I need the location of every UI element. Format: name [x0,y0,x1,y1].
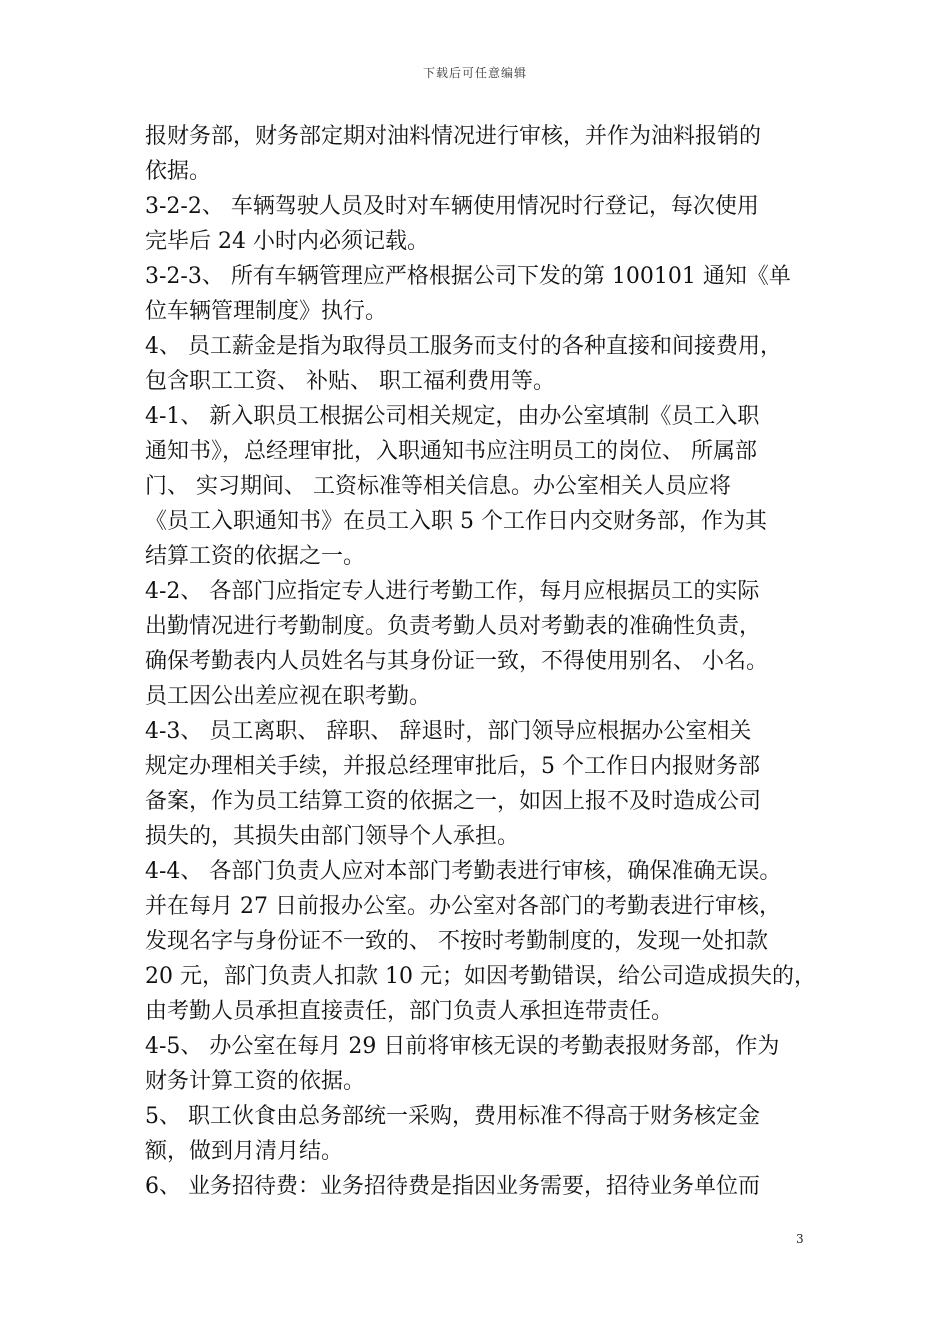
text-line: 20 元，部门负责人扣款 10 元；如因考勤错误，给公司造成损失的， [145,964,816,989]
text-line: 额，做到月清月结。 [145,1139,344,1164]
text-line: 财务计算工资的依据。 [145,1069,366,1094]
text-line: 6、 业务招待费：业务招待费是指因业务需要，招待业务单位而 [145,1174,760,1199]
text-line: 3-2-3、 所有车辆管理应严格根据公司下发的第 100101 通知《单 [145,264,791,289]
text-line: 规定办理相关手续，并报总经理审批后，5 个工作日内报财务部 [145,754,760,779]
text-line: 由考勤人员承担直接责任，部门负责人承担连带责任。 [145,999,674,1024]
text-line: 确保考勤表内人员姓名与其身份证一致，不得使用别名、 小名。 [145,649,768,674]
text-line: 门、 实习期间、 工资标准等相关信息。办公室相关人员应将 [145,474,731,499]
text-line: 备案，作为员工结算工资的依据之一，如因上报不及时造成公司 [145,789,762,814]
text-line: 位车辆管理制度》执行。 [145,299,388,324]
text-line: 4-1、 新入职员工根据公司相关规定，由办公室填制《员工入职 [145,404,760,429]
text-line: 3-2-2、 车辆驾驶人员及时对车辆使用情况时行登记，每次使用 [145,194,759,219]
page-header: 下载后可任意编辑 [422,66,527,80]
text-line: 结算工资的依据之一。 [145,544,366,569]
text-line: 依据。 [145,159,212,184]
text-line: 并在每月 27 日前报办公室。办公室对各部门的考勤表进行审核， [145,894,781,919]
text-line: 5、 职工伙食由总务部统一采购，费用标准不得高于财务核定金 [145,1104,760,1129]
text-line: 员工因公出差应视在职考勤。 [145,684,432,709]
text-line: 报财务部，财务部定期对油料情况进行审核，并作为油料报销的 [145,124,762,149]
text-line: 4-5、 办公室在每月 29 日前将审核无误的考勤表报财务部，作为 [145,1034,780,1059]
text-line: 4-3、 员工离职、 辞职、 辞退时，部门领导应根据办公室相关 [145,719,752,744]
text-line: 包含职工工资、 补贴、 职工福利费用等。 [145,369,555,394]
text-line: 发现名字与身份证不一致的、 不按时考勤制度的，发现一处扣款 [145,929,768,954]
text-line: 4、 员工薪金是指为取得员工服务而支付的各种直接和间接费用， [145,334,782,359]
page-number: 3 [796,1232,804,1246]
text-line: 通知书》，总经理审批，入职通知书应注明员工的岗位、 所属部 [145,439,757,464]
text-line: 4-2、 各部门应指定专人进行考勤工作，每月应根据员工的实际 [145,579,760,604]
text-line: 4-4、 各部门负责人应对本部门考勤表进行审核，确保准确无误。 [145,859,782,884]
text-line: 完毕后 24 小时内必须记载。 [145,229,429,254]
text-line: 损失的，其损失由部门领导个人承担。 [145,824,520,849]
text-line: 出勤情况进行考勤制度。负责考勤人员对考勤表的准确性负责， [145,614,762,639]
text-line: 《员工入职通知书》在员工入职 5 个工作日内交财务部，作为其 [145,509,767,534]
document-body [145,119,817,1204]
